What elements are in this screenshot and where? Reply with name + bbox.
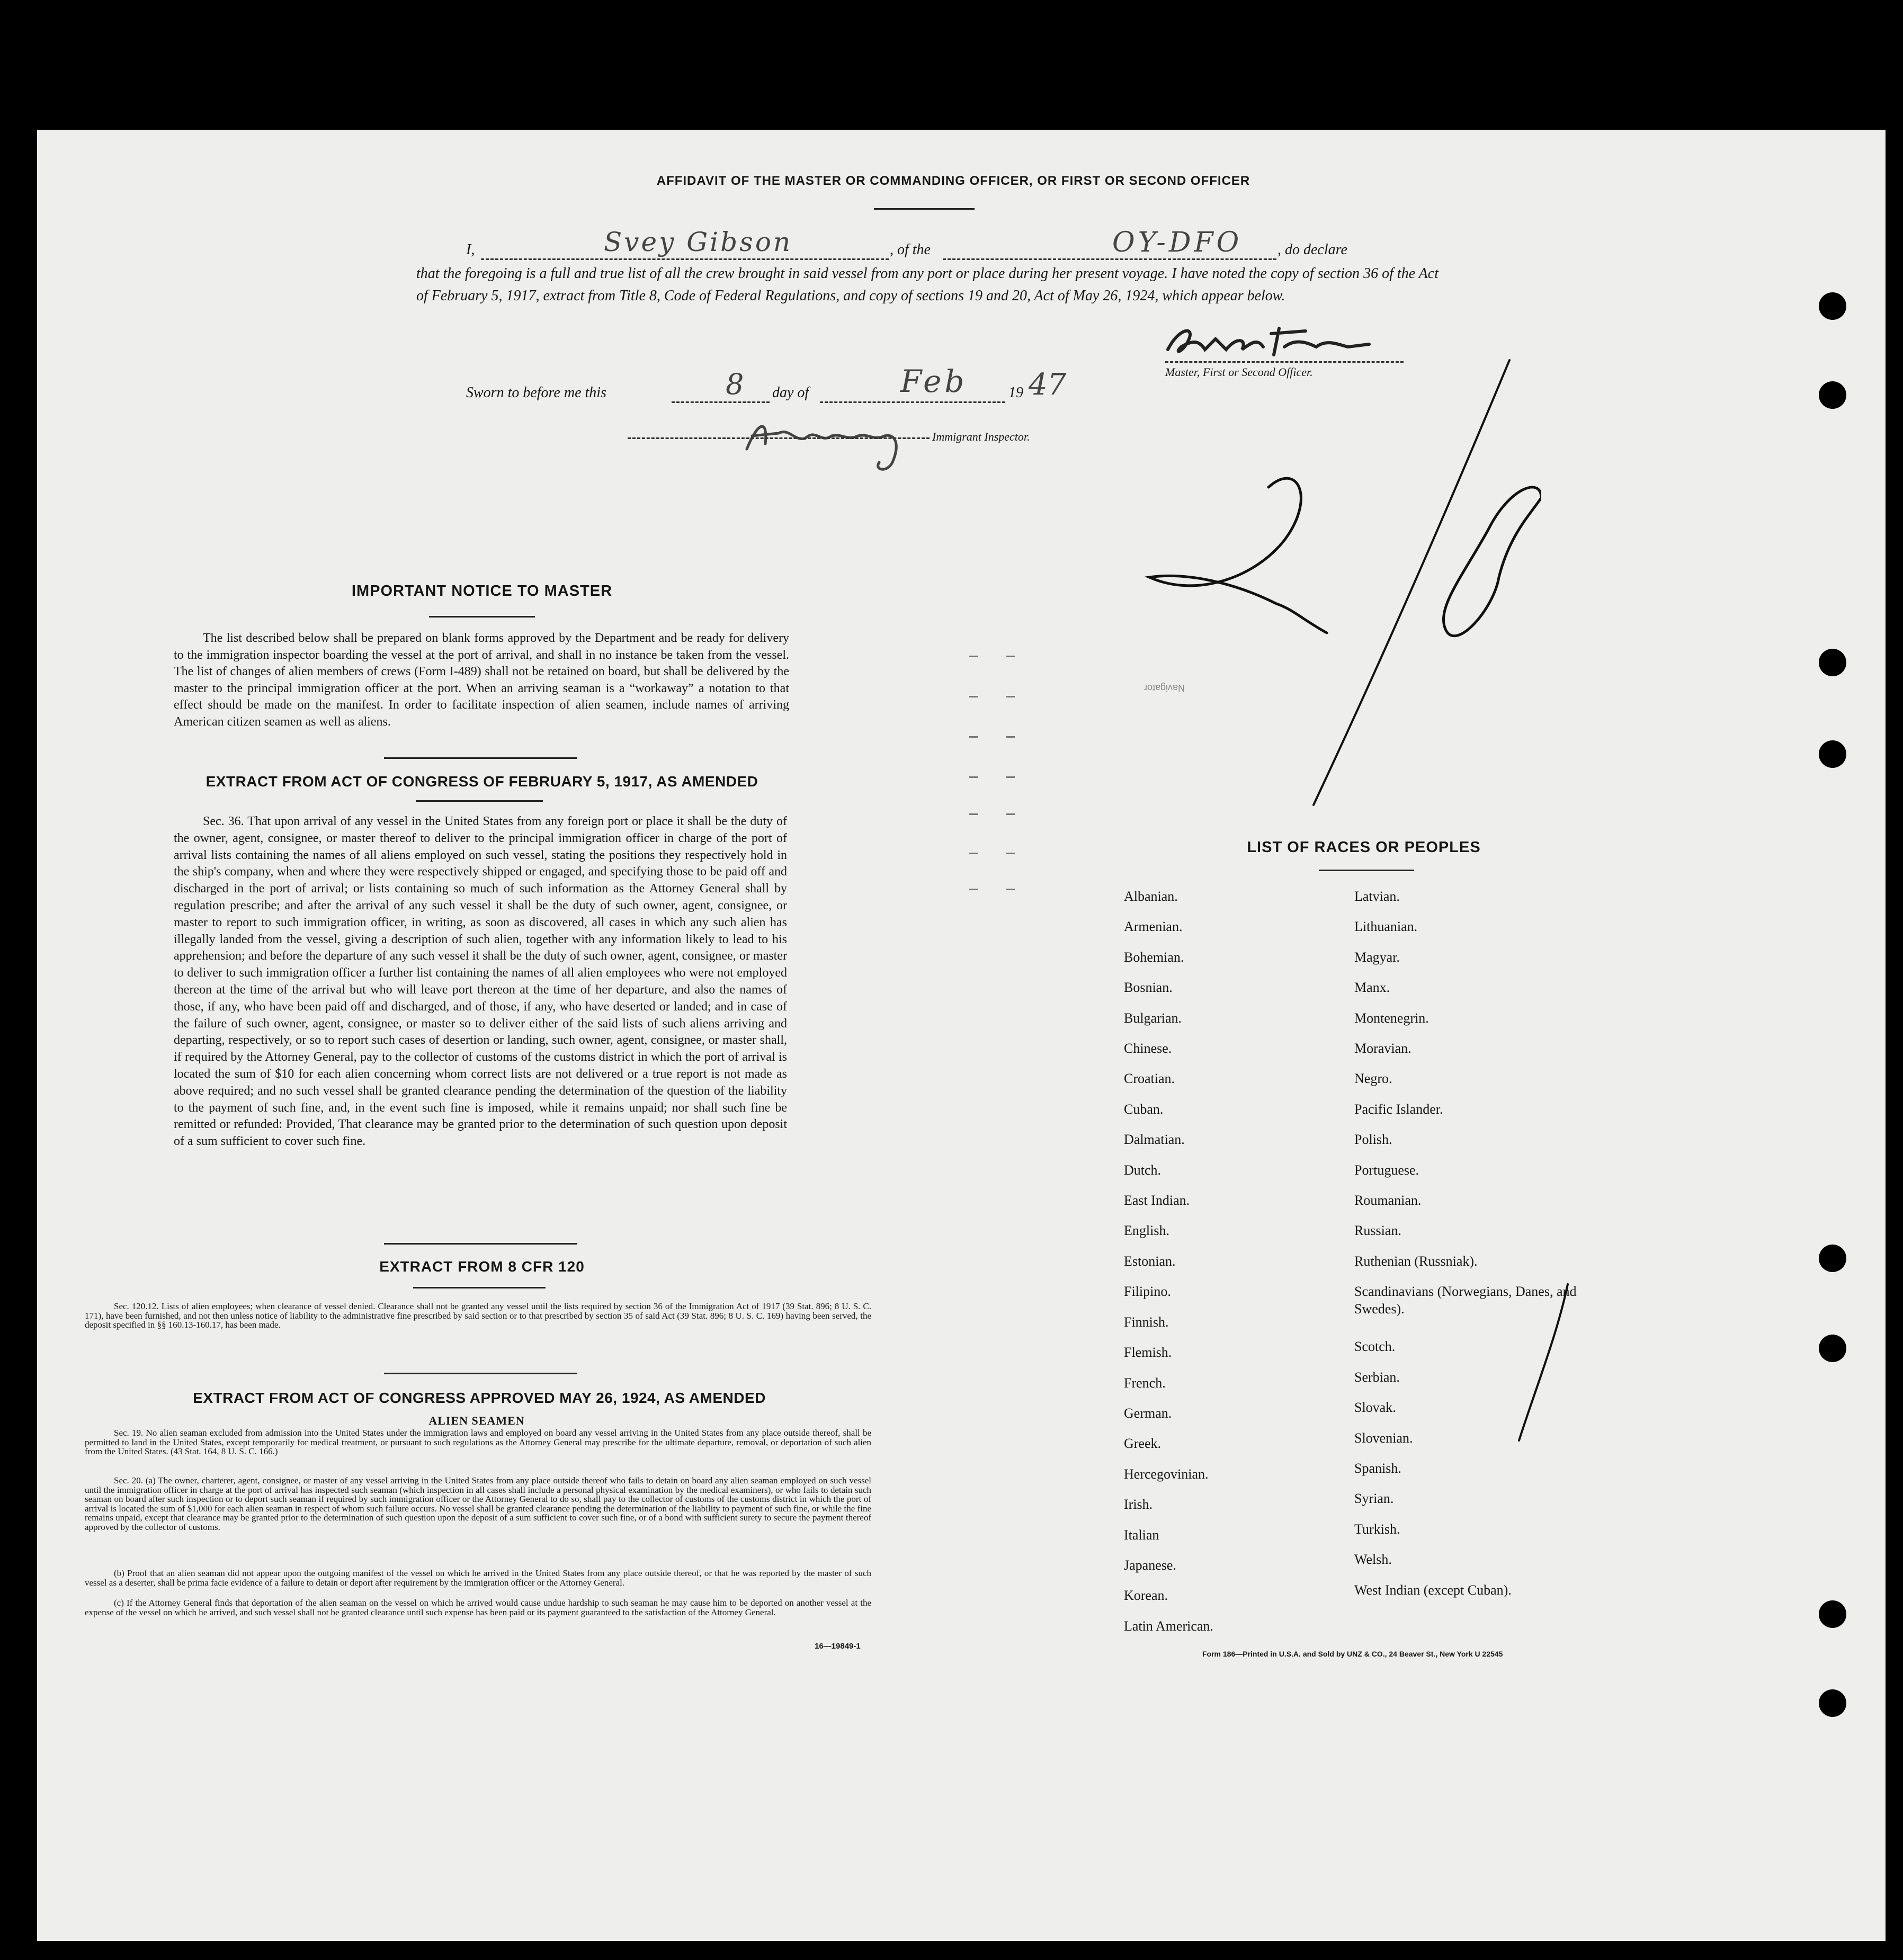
- race-item: Bohemian.: [1124, 949, 1184, 965]
- race-item: Korean.: [1124, 1588, 1168, 1604]
- inspector-signature: [741, 412, 911, 476]
- extract-1917-body: Sec. 36. That upon arrival of any vessel in the United States from any foreign port or place it shall be the duty of the owner, agent, consignee, or master thereof to deliver to the principal immigration officer in charge of the port of arrival lists containing the names of all aliens employed on such vessel, stating the positions they respectively hold in the ship's company, when and where they were respectively shipped or engaged, and specifying those to be paid off and discharged in the port of arrival; or lists containing so much of such information as the Attorney General shall by regulation prescribe; and after the arrival of any such vessel it shall be the duty of such owner, agent, consignee, or master to report to such immigration officer, in writing, as soon as discovered, all cases in which any such alien has illegally landed from the vessel, giving a description of such alien, together with any information likely to lead to his apprehension; and before the departure of any such vessel it shall be the duty of such owner, agent, consignee, or master to deliver to such immigration officer a further list containing the names of all alien employees who were not employed thereon at the time of the arrival but who will leave port thereon at the time of her departure, and also the names of those, if any, who have been paid off and discharged, and of those, if any, who have deserted or landed; and in case of the failure of such owner, agent, consignee, or master so to deliver either of the said lists of such aliens arriving and departing, respectively, or so to report such cases of desertion or landing, such owner, agent, consignee, or master shall, if required by the Attorney General, pay to the collector of customs of the customs district in which the port of arrival is located the sum of $10 for each alien concerning whom correct lists are not delivered or a true report is not made as above required; and no such vessel shall be granted clearance pending the determination of the question of the liability to the payment of such fine, and, in the event such fine is imposed, while it remains unpaid; nor shall such fine be remitted or refunded: Provided, That clearance may be granted prior to the determination of such question upon deposit of a sum sufficient to cover such fine.: [174, 815, 787, 1149]
- race-item: Latin American.: [1124, 1618, 1213, 1634]
- race-item: Lithuanian.: [1354, 919, 1418, 935]
- races-title: LIST OF RACES OR PEOPLES: [1247, 839, 1481, 856]
- divider: [429, 616, 535, 617]
- inspector-caption: Immigrant Inspector.: [932, 430, 1030, 443]
- race-item: Irish.: [1124, 1497, 1153, 1512]
- punch-hole: [1819, 740, 1846, 768]
- extract-1924-subtitle: ALIEN SEAMEN: [428, 1414, 525, 1427]
- inspector-signature-line: [628, 430, 930, 439]
- race-item: Manx.: [1354, 980, 1390, 996]
- dash-mark: [969, 656, 978, 657]
- dash-mark: [969, 853, 978, 854]
- race-item: Polish.: [1354, 1132, 1392, 1148]
- race-item: English.: [1124, 1223, 1169, 1239]
- race-item: Croatian.: [1124, 1071, 1175, 1087]
- faded-stamp: Navigator: [1144, 683, 1185, 693]
- of-the-label: , of the: [890, 241, 931, 258]
- race-item: German.: [1124, 1405, 1172, 1421]
- races-left-column: [1124, 881, 1389, 1641]
- race-item: Turkish.: [1354, 1521, 1400, 1537]
- race-item: Cuban.: [1124, 1101, 1164, 1117]
- affidavit-body: that the foregoing is a full and true list of all the crew brought in said vessel from any port or place during her present voyage. I have noted the copy of section 36 of the Act of February 5, 1917, extract from Title 8, Code of Federal Regulations, and copy of sections 19 and 20, Act of May 26, 1924, which appear below.: [416, 265, 1439, 304]
- divider: [416, 800, 543, 802]
- punch-hole: [1819, 649, 1846, 676]
- race-item: Spanish.: [1354, 1460, 1401, 1476]
- divider: [1319, 870, 1414, 871]
- race-item: Moravian.: [1354, 1041, 1411, 1057]
- dash-mark: [1006, 889, 1015, 890]
- punch-hole: [1819, 381, 1846, 409]
- divider: [874, 208, 975, 210]
- divider: [413, 1287, 546, 1288]
- day-field: [672, 381, 770, 403]
- dash-mark: [969, 889, 978, 890]
- race-item: Scandinavians (Norwegians, Danes, and Swedes).: [1354, 1284, 1577, 1317]
- race-item: Greek.: [1124, 1436, 1162, 1452]
- dash-mark: [969, 736, 978, 738]
- extract-cfr-body: Sec. 120.12. Lists of alien employees; when clearance of vessel denied. Clearance shall not be granted any vessel until the lists required by section 36 of the Immigration Act of 1917 (39 Stat. 896; 8 U. S. C. 171), have been furnished, and not then unless notice of liability to the administrative fine prescribed by said section or to that prescribed by section 35 of said Act (39 Stat. 896; 8 U. S. C. 169) having been served, the deposit specified in §§ 160.13-160.17, has been made.: [85, 1301, 871, 1330]
- race-item: Scotch.: [1354, 1339, 1396, 1355]
- race-item: Flemish.: [1124, 1345, 1172, 1361]
- race-item: Bulgarian.: [1124, 1010, 1182, 1026]
- affidavit-title: AFFIDAVIT OF THE MASTER OR COMMANDING OFFICER, OR FIRST OR SECOND OFFICER: [656, 174, 1250, 188]
- race-item: Hercegovinian.: [1124, 1466, 1209, 1482]
- race-item: French.: [1124, 1375, 1166, 1391]
- handwritten-fraction-mark: [1139, 355, 1541, 831]
- race-item: Bosnian.: [1124, 980, 1173, 996]
- divider: [384, 757, 577, 759]
- dash-mark: [1006, 696, 1015, 697]
- race-item: Slovenian.: [1354, 1430, 1413, 1446]
- race-item: Dalmatian.: [1124, 1132, 1185, 1148]
- extract-1917-title: EXTRACT FROM ACT OF CONGRESS OF FEBRUARY 5, 1917, AS AMENDED: [206, 773, 758, 790]
- race-item: Negro.: [1354, 1071, 1392, 1087]
- punch-hole: [1819, 1335, 1846, 1362]
- punch-hole: [1819, 1689, 1846, 1717]
- punch-hole: [1819, 292, 1846, 320]
- punch-hole: [1819, 1600, 1846, 1628]
- form-footer: Form 186—Printed in U.S.A. and Sold by UNZ & CO., 24 Beaver St., New York U 22545: [1202, 1650, 1503, 1658]
- month-handwriting: Feb: [900, 363, 968, 399]
- race-item: Roumanian.: [1354, 1193, 1422, 1209]
- race-item: East Indian.: [1124, 1193, 1190, 1209]
- race-item: Serbian.: [1354, 1369, 1400, 1385]
- race-item: Portuguese.: [1354, 1162, 1419, 1178]
- year-handwriting: 47: [1029, 368, 1067, 402]
- dash-mark: [1006, 736, 1015, 738]
- race-item: Italian: [1124, 1527, 1159, 1543]
- race-item: Finnish.: [1124, 1314, 1169, 1330]
- race-item: Dutch.: [1124, 1162, 1162, 1178]
- sworn-label: Sworn to before me this: [466, 384, 606, 401]
- master-caption: Master, First or Second Officer.: [1165, 365, 1313, 379]
- sec-20c-text: (c) If the Attorney General finds that deportation of the alien seaman on the vessel on which he arrived would cause undue hardship to such seaman he may cause him to be deported on another vessel at the expense of the vessel on which he arrived, and such vessel shall not be granted clearance until such expense has been paid or its payment guaranteed to the satisfaction of the Attorney General.: [85, 1598, 871, 1617]
- race-item: Welsh.: [1354, 1552, 1392, 1568]
- race-item: Montenegrin.: [1354, 1010, 1429, 1026]
- dash-mark: [969, 813, 978, 815]
- race-item: Syrian.: [1354, 1491, 1394, 1507]
- handwritten-mark: [1515, 1282, 1573, 1446]
- races-right-column: [1354, 881, 1582, 1605]
- form-number: 16—19849-1: [815, 1642, 861, 1651]
- race-item: Filipino.: [1124, 1284, 1171, 1300]
- dash-mark: [1006, 853, 1015, 854]
- dash-mark: [969, 776, 978, 778]
- race-item: West Indian (except Cuban).: [1354, 1582, 1512, 1598]
- dash-mark: [1006, 813, 1015, 815]
- race-item: Armenian.: [1124, 919, 1183, 935]
- race-item: Russian.: [1354, 1223, 1401, 1239]
- sec-19-text: Sec. 19. No alien seaman excluded from admission into the United States under the immigration laws and employed on board any vessel arriving in the United States from any place outside thereof, shall be permitted to land in the United States, except temporarily for medical treatment, or pursuant to such regulations as the Attorney General may prescribe for the ultimate departure, removal, or deportation of such alien from the United States. (43 Stat. 164, 8 U. S. C. 166.): [85, 1428, 871, 1456]
- race-item: Pacific Islander.: [1354, 1101, 1443, 1117]
- dash-mark: [1006, 776, 1015, 778]
- race-item: Japanese.: [1124, 1557, 1176, 1573]
- race-item: Magyar.: [1354, 949, 1400, 965]
- race-item: Ruthenian (Russniak).: [1354, 1253, 1478, 1269]
- master-name-handwriting: Svey Gibson: [604, 227, 793, 257]
- notice-body: The list described below shall be prepared on blank forms approved by the Department and be ready for delivery to the immigration inspector boarding the vessel at the port of arrival, and shall in no instance be taken from the vessel. The list of changes of alien members of crews (Form I-489) shall not be retained on board, but shall be delivered by the master to the principal immigration officer at the port. When an arriving seaman is a “workaway” a notation to that effect should be made on the manifest. In order to facilitate inspection of alien seamen, include names of arriving American citizen seamen as well as aliens.: [174, 631, 789, 729]
- day-handwriting: 8: [726, 368, 744, 401]
- race-item: Slovak.: [1354, 1400, 1396, 1416]
- extract-cfr-title: EXTRACT FROM 8 CFR 120: [379, 1258, 585, 1275]
- punch-hole: [1819, 1245, 1846, 1272]
- dash-mark: [1006, 656, 1015, 657]
- extract-1924-title: EXTRACT FROM ACT OF CONGRESS APPROVED MAY 26, 1924, AS AMENDED: [193, 1390, 766, 1406]
- divider: [384, 1243, 577, 1245]
- sec-20a-text: Sec. 20. (a) The owner, charterer, agent, consignee, or master of any vessel arriving in the United States from any place outside thereof who fails to detain on board any alien seaman employed on such vessel until the immigration officer in charge at the port of arrival has inspected such seaman (which inspection in all cases shall include a personal physical examination by the medical examiners), or who fails to detain such seaman on board after such inspection or to deport such seaman if required by such immigration officer or the Attorney General to do so, shall pay to the collector of customs of the customs district in which the port of arrival is located the sum of $1,000 for each alien seaman in respect of whom such failure occurs. No vessel shall be granted clearance pending the determination of the liability to payment of such fine, or while the fine remains unpaid, except that clearance may be granted prior to the determination of such question upon the deposit of a sum sufficient to cover such fine, or of a bond with sufficient surety to secure the payment thereof approved by the collector of customs.: [85, 1475, 871, 1532]
- i-label: I,: [466, 241, 475, 258]
- race-item: Latvian.: [1354, 889, 1400, 904]
- notice-title: IMPORTANT NOTICE TO MASTER: [351, 583, 613, 599]
- race-item: Estonian.: [1124, 1253, 1176, 1269]
- race-item: Chinese.: [1124, 1041, 1172, 1057]
- sworn-line: [466, 363, 1155, 408]
- race-item: Albanian.: [1124, 889, 1178, 904]
- dash-mark: [969, 696, 978, 697]
- affidavit-declaration-line: [466, 227, 1446, 263]
- day-of-label: day of: [772, 384, 809, 401]
- do-declare-label: , do declare: [1277, 241, 1347, 258]
- year-prefix: 19: [1008, 384, 1023, 401]
- sec-20b-text: (b) Proof that an alien seaman did not appear upon the outgoing manifest of the vessel on which he arrived in the United States from any place outside thereof, or that he was reported by the master of such vessel as a deserter, shall be prima facie evidence of a failure to detain or deport after requirement by the immigration officer or the Attorney General.: [85, 1568, 871, 1588]
- divider: [384, 1373, 577, 1374]
- vessel-handwriting: OY-DFO: [1112, 227, 1243, 258]
